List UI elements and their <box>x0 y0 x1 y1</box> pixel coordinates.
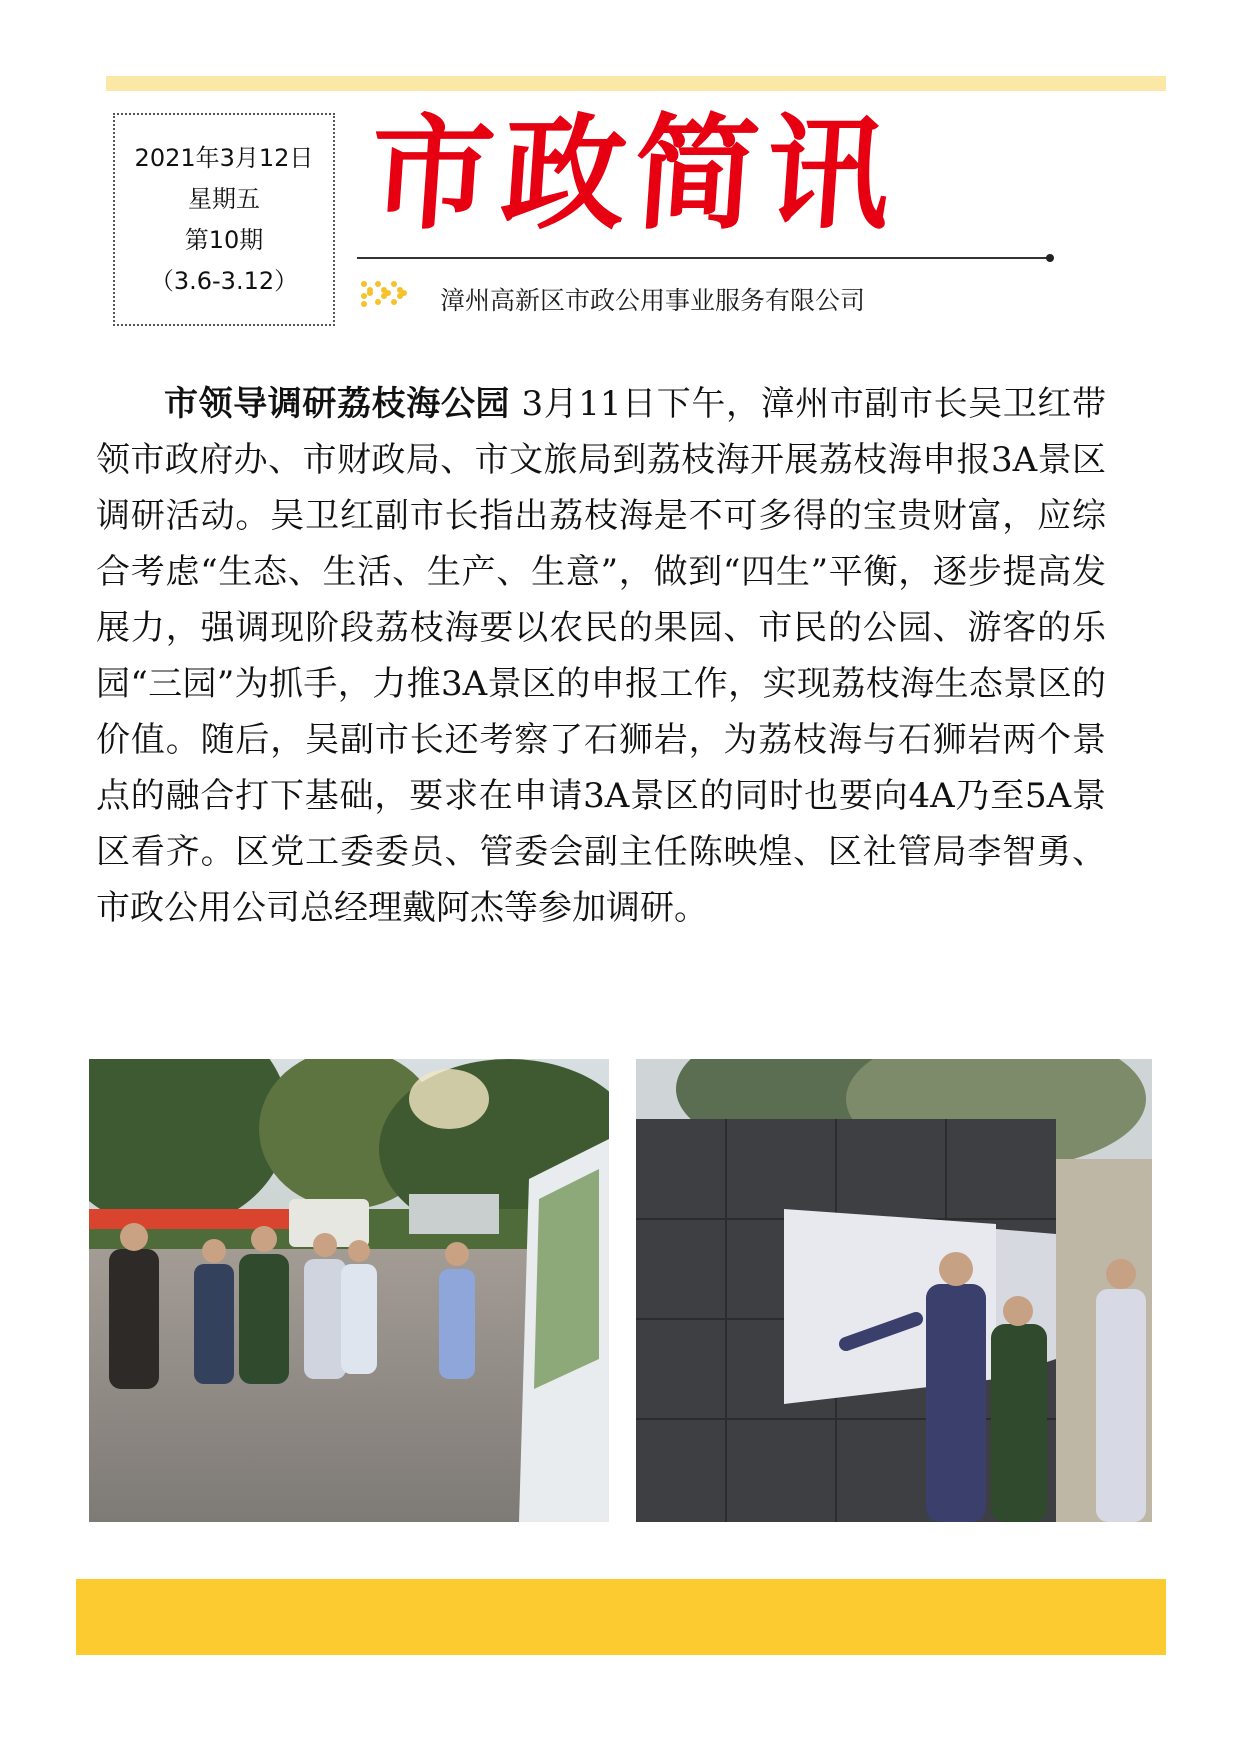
chevron-arrows-icon <box>360 276 416 310</box>
article-headline: 市领导调研荔枝海公园 <box>164 384 511 424</box>
company-name: 漳州高新区市政公用事业服务有限公司 <box>440 286 866 315</box>
issue-number: 第10期 <box>184 225 264 254</box>
issue-date: 2021年3月12日 <box>134 143 314 172</box>
article-body: 3月11日下午，漳州市副市长吴卫红带领市政府办、市财政局、市文旅局到荔枝海开展荔枝海申报3A景区调研活动。吴卫红副市长指出荔枝海是不可多得的宝贵财富，应综合考虑“生态、生活、生产、生意”，做到“四生”平衡，逐步提高发展力，强调现阶段荔枝海要以农民的果园、市民的公园、游客的乐园“三园”为抓手，力推3A景区的申报工作，实现荔枝海生态景区的价值。随后，吴副市长还考察了石狮岩，为荔枝海与石狮岩两个景点的融合打下基础，要求在申请3A景区的同时也要向4A乃至5A景区看齐。区党工委委员、管委会副主任陈映煌、区社管局李智勇、市政公用公司总经理戴阿杰等参加调研。 <box>96 384 1106 928</box>
article-paragraph <box>96 376 1106 936</box>
issue-info-box <box>113 113 335 326</box>
photo-exhibit-wall <box>636 1059 1152 1522</box>
bottom-decorative-band <box>76 1579 1166 1655</box>
issue-period: （3.6-3.12） <box>149 266 299 295</box>
masthead-title: 市政简讯 <box>364 102 904 247</box>
header-rule <box>357 257 1050 259</box>
header-rule-dot <box>1046 254 1054 262</box>
top-decorative-band <box>106 76 1166 91</box>
photo-park-visit <box>89 1059 609 1522</box>
issue-weekday: 星期五 <box>188 184 260 213</box>
